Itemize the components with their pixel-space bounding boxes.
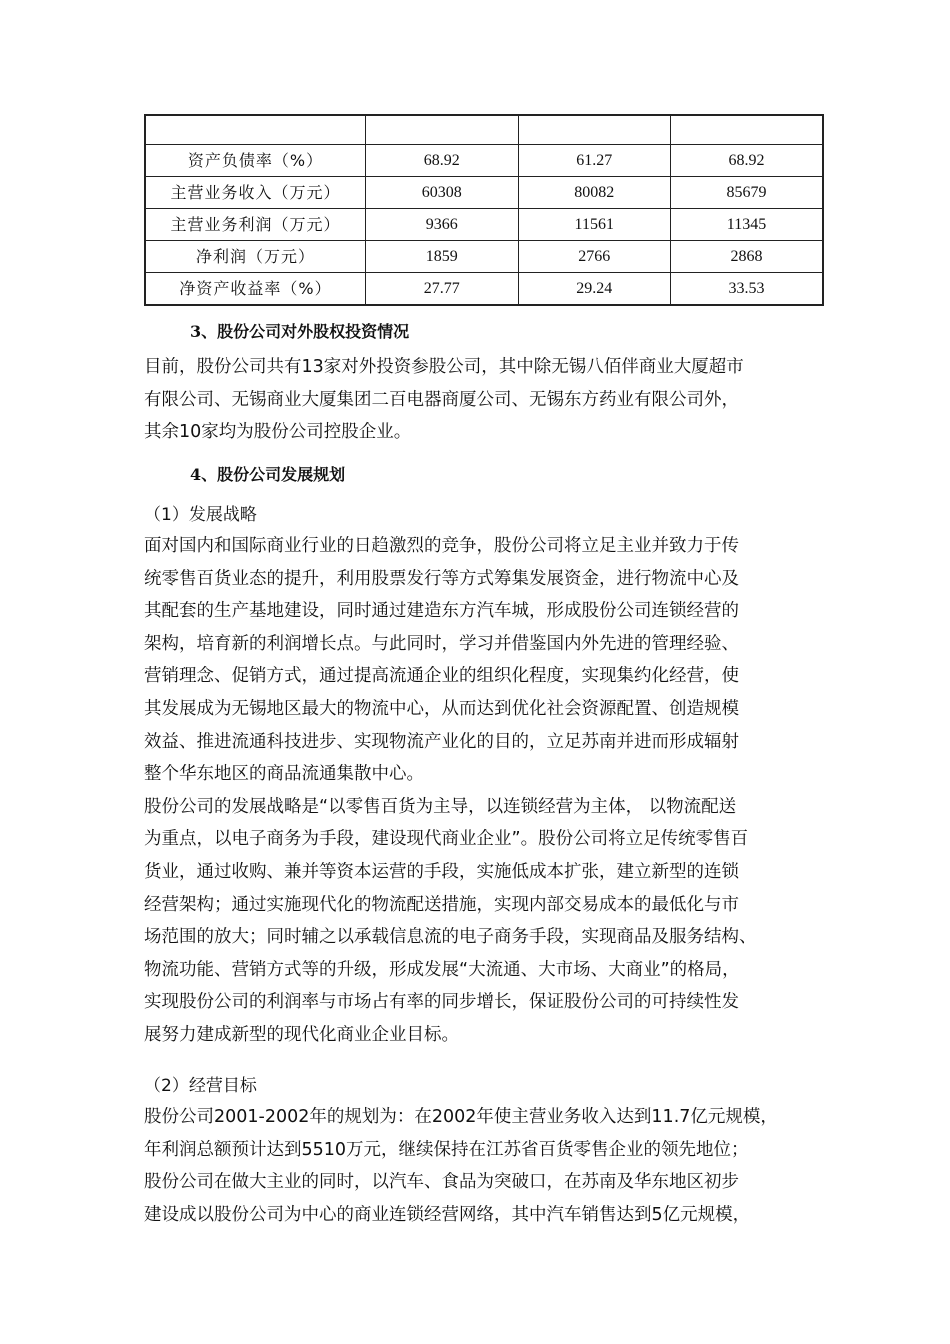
table-cell-value: 1859 bbox=[366, 241, 519, 273]
table-cell-value: 9366 bbox=[366, 209, 519, 241]
table-row bbox=[145, 273, 823, 306]
goal-subheading: （2）经营目标 bbox=[144, 1076, 257, 1096]
table-cell-value: 29.24 bbox=[518, 273, 671, 306]
table-row bbox=[145, 209, 823, 241]
table-cell-value bbox=[671, 115, 824, 145]
table-cell-value bbox=[366, 115, 519, 145]
section-4-heading: 4、股份公司发展规划 bbox=[190, 465, 346, 484]
text-line: 架构，培育新的利润增长点。与此同时，学习并借鉴国内外先进的管理经验、 bbox=[144, 633, 739, 654]
text-line: 股份公司的发展战略是“以零售百货为主导，以连锁经营为主体， 以物流配送 bbox=[144, 796, 737, 817]
text-line: 其配套的生产基地建设，同时通过建造东方汽车城，形成股份公司连锁经营的 bbox=[144, 601, 739, 622]
table-cell-value: 80082 bbox=[518, 177, 671, 209]
table-row bbox=[145, 145, 823, 177]
table-cell-value: 11561 bbox=[518, 209, 671, 241]
text-line: 效益、推进流通科技进步、实现物流产业化的目的，立足苏南并进而形成辐射 bbox=[144, 731, 739, 752]
table-cell-label: 净资产收益率（%） bbox=[145, 273, 366, 306]
table-cell-value: 68.92 bbox=[671, 145, 824, 177]
table-cell-value: 61.27 bbox=[518, 145, 671, 177]
text-line: 营销理念、促销方式，通过提高流通企业的组织化程度，实现集约化经营，使 bbox=[144, 666, 739, 687]
text-line: 实现股份公司的利润率与市场占有率的同步增长，保证股份公司的可持续性发 bbox=[144, 992, 739, 1013]
table-cell-value: 11345 bbox=[671, 209, 824, 241]
table-cell-value: 85679 bbox=[671, 177, 824, 209]
goal-paragraph bbox=[144, 1101, 824, 1231]
table-cell-label bbox=[145, 115, 366, 145]
table-cell-value: 27.77 bbox=[366, 273, 519, 306]
text-line: 场范围的放大；同时辅之以承载信息流的电子商务手段，实现商品及服务结构、 bbox=[144, 927, 757, 948]
table-row bbox=[145, 241, 823, 273]
strategy-paragraph bbox=[144, 530, 824, 1052]
financial-table bbox=[144, 114, 824, 306]
table-cell-label: 净利润（万元） bbox=[145, 241, 366, 273]
strategy-subheading: （1）发展战略 bbox=[144, 505, 257, 525]
text-line: 股份公司2001-2002年的规划为：在2002年使主营业务收入达到11.7亿元规模， bbox=[144, 1107, 778, 1127]
table-cell-value: 2766 bbox=[518, 241, 671, 273]
text-line: 股份公司在做大主业的同时，以汽车、食品为突破口，在苏南及华东地区初步 bbox=[144, 1172, 739, 1193]
text-line: 其发展成为无锡地区最大的物流中心，从而达到优化社会资源配置、创造规模 bbox=[144, 698, 739, 719]
table-cell-label: 主营业务利润（万元） bbox=[145, 209, 366, 241]
table-row bbox=[145, 177, 823, 209]
text-line: 为重点，以电子商务为手段，建设现代商业企业”。股份公司将立足传统零售百 bbox=[144, 829, 749, 850]
text-line: 目前，股份公司共有13家对外投资参股公司，其中除无锡八佰伴商业大厦超市 bbox=[144, 357, 744, 377]
text-line: 物流功能、营销方式等的升级，形成发展“大流通、大市场、大商业”的格局， bbox=[144, 959, 740, 980]
text-line: 面对国内和国际商业行业的日趋激烈的竞争，股份公司将立足主业并致力于传 bbox=[144, 536, 739, 556]
section-3-paragraph bbox=[144, 351, 824, 449]
section-3-heading: 3、股份公司对外股权投资情况 bbox=[190, 322, 410, 341]
text-line: 有限公司、无锡商业大厦集团二百电器商厦公司、无锡东方药业有限公司外， bbox=[144, 389, 739, 410]
table-cell-label: 资产负债率（%） bbox=[145, 145, 366, 177]
text-line: 统零售百货业态的提升，利用股票发行等方式筹集发展资金，进行物流中心及 bbox=[144, 568, 739, 589]
table-cell-value: 33.53 bbox=[671, 273, 824, 306]
table-row bbox=[145, 115, 823, 145]
text-line: 其余10家均为股份公司控股企业。 bbox=[144, 422, 412, 443]
text-line: 货业，通过收购、兼并等资本运营的手段，实施低成本扩张，建立新型的连锁 bbox=[144, 861, 739, 882]
table-cell-value bbox=[518, 115, 671, 145]
text-line: 经营架构；通过实施现代化的物流配送措施，实现内部交易成本的最低化与市 bbox=[144, 894, 739, 915]
text-line: 年利润总额预计达到5510万元，继续保持在江苏省百货零售企业的领先地位； bbox=[144, 1139, 749, 1160]
table-cell-value: 60308 bbox=[366, 177, 519, 209]
text-line: 整个华东地区的商品流通集散中心。 bbox=[144, 764, 424, 785]
text-line: 建设成以股份公司为中心的商业连锁经营网络，其中汽车销售达到5亿元规模， bbox=[144, 1204, 751, 1225]
table-cell-value: 2868 bbox=[671, 241, 824, 273]
table-cell-value: 68.92 bbox=[366, 145, 519, 177]
table-cell-label: 主营业务收入（万元） bbox=[145, 177, 366, 209]
text-line: 展努力建成新型的现代化商业企业目标。 bbox=[144, 1024, 459, 1045]
